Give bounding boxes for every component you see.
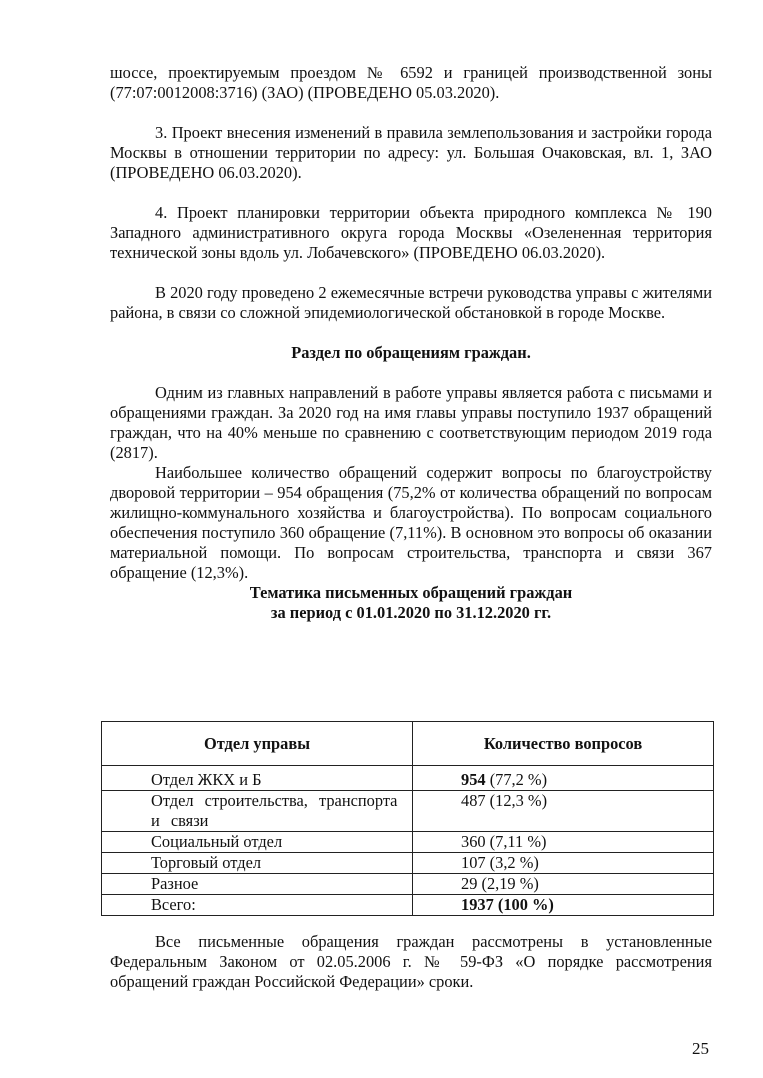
count-text: (77,2 %)	[485, 770, 548, 789]
count-text: 107 (3,2 %)	[461, 853, 539, 872]
table-cell-count	[413, 895, 714, 916]
table-row	[102, 832, 714, 853]
table-cell-count	[413, 874, 714, 895]
paragraph-2: 3. Проект внесения изменений в правила землепользования и застройки города Москвы в отношении территории по адресу: ул. Большая Очаковская, вл. 1, ЗАО (ПРОВЕДЕНО 06.03.2020).	[110, 123, 712, 182]
table-cell-count	[413, 791, 714, 832]
count-text: 29 (2,19 %)	[461, 874, 539, 893]
paragraph-3: 4. Проект планировки территории объекта природного комплекса № 190 Западного административного округа города Москвы «Озелененная территория технической зоны вдоль ул. Лобачевского» (ПРОВЕДЕНО 06.03.2020).	[110, 203, 712, 262]
appeals-table	[101, 721, 714, 916]
table-cell-count	[413, 766, 714, 791]
table-row-total	[102, 895, 714, 916]
paragraph-5: Одним из главных направлений в работе управы является работа с письмами и обращениями граждан. За 2020 год на имя главы управы поступило 1937 обращений граждан, что на 40% меньше по сравнению с соответствующим периодом 2019 года (2817).	[110, 383, 712, 462]
table-row	[102, 853, 714, 874]
section-title: Раздел по обращениям граждан.	[291, 343, 531, 362]
table-cell-dept: Отдел ЖКХ и Б	[102, 766, 413, 791]
document-body	[110, 63, 712, 623]
table-header-dept: Отдел управы	[102, 722, 413, 766]
table-title-line-1: Тематика письменных обращений граждан	[249, 583, 573, 602]
table-header-count: Количество вопросов	[413, 722, 714, 766]
count-bold-text: 954	[461, 770, 486, 789]
table-cell-count	[413, 832, 714, 853]
table-header-row	[102, 722, 714, 766]
table-row	[102, 874, 714, 895]
paragraph-6: Наибольшее количество обращений содержит вопросы по благоустройству дворовой территории – 954 обращения (75,2% от количества обращений по вопросам жилищно-коммунального хозяйства и благоустройства). По вопросам социального обеспечения поступило 360 обращение (7,11%). В основном это вопросы об оказании материальной помощи. По вопросам строительства, транспорта и связи 367 обращение (12,3%).	[110, 463, 712, 582]
closing-paragraph: Все письменные обращения граждан рассмотрены в установленные Федеральным Законом от 02.05.2006 г. № 59-ФЗ «О порядке рассмотрения обращений граждан Российской Федерации» сроки.	[110, 932, 712, 991]
count-bold-text: 1937 (100 %)	[461, 895, 554, 914]
table-row	[102, 766, 714, 791]
table-cell-dept: Отдел строительства, транспорта и связи	[102, 791, 413, 832]
table-cell-dept: Социальный отдел	[102, 832, 413, 853]
count-text: 487 (12,3 %)	[461, 791, 548, 810]
table-cell-dept: Разное	[102, 874, 413, 895]
page-number: 25	[692, 1039, 709, 1058]
count-text: 360 (7,11 %)	[461, 832, 547, 851]
paragraph-4: В 2020 году проведено 2 ежемесячные встречи руководства управы с жителями района, в связи со сложной эпидемиологической обстановкой в городе Москве.	[110, 283, 712, 322]
table-cell-dept: Торговый отдел	[102, 853, 413, 874]
table-title-line-2: за период с 01.01.2020 по 31.12.2020 гг.	[270, 603, 552, 622]
table-row	[102, 791, 714, 832]
table-cell-dept: Всего:	[102, 895, 413, 916]
table-cell-count	[413, 853, 714, 874]
paragraph-1: шоссе, проектируемым проездом № 6592 и границей производственной зоны (77:07:0012008:3716) (ЗАО) (ПРОВЕДЕНО 05.03.2020).	[110, 63, 712, 102]
